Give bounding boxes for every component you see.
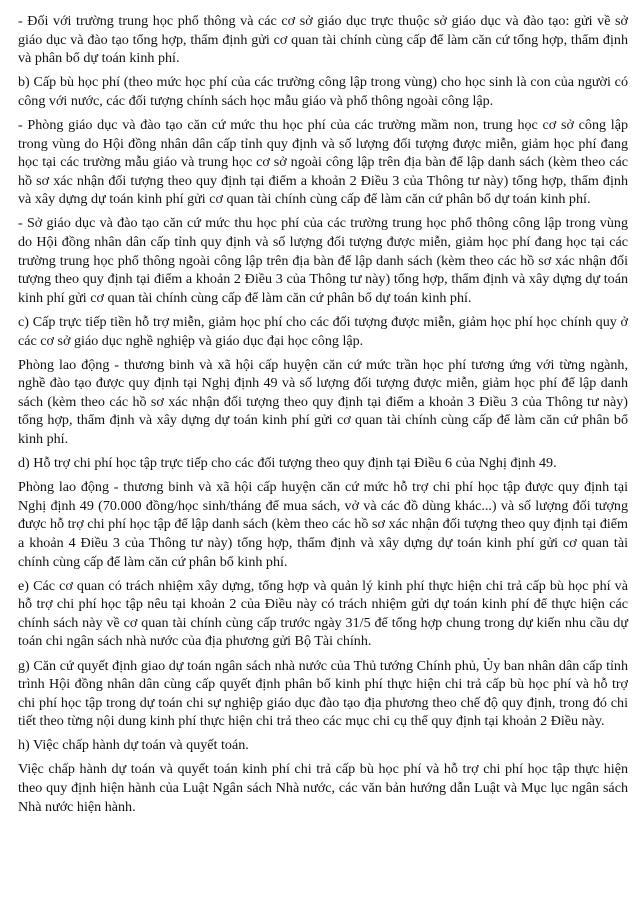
paragraph-9: e) Các cơ quan có trách nhiệm xây dựng, tổng hợp và quản lý kinh phí thực hiện chi trả cấp bù học phí và hỗ trợ chi phí học tập nêu tại khoản 2 của Điều này có trách nhiệm gửi dự toán kinh phí để thực hiện các chính sách này về cơ quan tài chính cùng cấp trước ngày 31/5 để tổng hợp chung trong dự kiến nhu cầu dự toán chi ngân sách nhà nước của địa phương gửi Bộ Tài chính. xyxy=(18,577,628,650)
paragraph-5: c) Cấp trực tiếp tiền hỗ trợ miễn, giảm học phí cho các đối tượng được miễn, giảm học phí học chính quy ở các cơ sở giáo dục nghề nghiệp và giáo dục đại học công lập. xyxy=(18,313,628,349)
paragraph-11: h) Việc chấp hành dự toán và quyết toán. xyxy=(18,737,249,754)
paragraph-10: g) Căn cứ quyết định giao dự toán ngân sách nhà nước của Thủ tướng Chính phủ, Ủy ban nhân dân cấp tỉnh trình Hội đồng nhân dân cùng cấp quyết định phân bổ kinh phí thực hiện chi trả cấp bù học phí và hỗ trợ chi phí học tập trong dự toán chi sự nghiệp giáo dục đào tạo địa phương theo chế độ quy định, trong đó chi tiết theo từng nội dung kinh phí thực hiện chi trả theo các mục chi cụ thể quy định tại khoản 2 Điều này. xyxy=(18,657,628,730)
paragraph-7: d) Hỗ trợ chi phí học tập trực tiếp cho các đối tượng theo quy định tại Điều 6 của Nghị định 49. xyxy=(18,455,557,472)
paragraph-2: b) Cấp bù học phí (theo mức học phí của các trường công lập trong vùng) cho học sinh là con của người có công với nước, các đối tượng chính sách học mẫu giáo và phổ thông ngoài công lập. xyxy=(18,74,628,109)
paragraph-8: Phòng lao động - thương binh và xã hội cấp huyện căn cứ mức hỗ trợ chi phí học tập được quy định tại Nghị định 49 (70.000 đồng/học sinh/tháng để mua sách, vở và các đồ dùng khác...) và số lượng đối tượng được hỗ trợ chi phí học tập để lập danh sách (kèm theo các hồ sơ xác nhận đối tượng theo quy định tại điểm a khoản 4 Điều 3 của Thông tư này) tổng hợp, thẩm định và xây dựng dự toán kinh phí gửi cơ quan tài chính cùng cấp để làm căn cứ phân bổ kinh phí. xyxy=(18,479,628,570)
paragraph-4: - Sở giáo dục và đào tạo căn cứ mức thu học phí của các trường trung học phổ thông công lập trong vùng do Hội đồng nhân dân cấp tỉnh quy định và số lượng đối tượng được miễn, giảm học phí đang học tại các trường trung học phổ thông ngoài công lập trên địa bàn để lập danh sách (kèm theo các hồ sơ xác nhận đối tượng theo quy định tại điểm a khoản 2 Điều 3 của Thông tư này) tổng hợp, thẩm định và xây dựng dự toán kinh phí gửi cơ quan tài chính cùng cấp để làm căn cứ phân bổ dự toán kinh phí. xyxy=(18,215,628,306)
paragraph-12: Việc chấp hành dự toán và quyết toán kinh phí chi trả cấp bù học phí và hỗ trợ chi phí học tập thực hiện theo quy định hiện hành của Luật Ngân sách Nhà nước, các văn bản hướng dẫn Luật và Mục lục ngân sách Nhà nước hiện hành. xyxy=(18,761,628,815)
paragraph-1: - Đối với trường trung học phổ thông và các cơ sở giáo dục trực thuộc sở giáo dục và đào tạo: gửi về sở giáo dục và đào tạo tổng hợp, thẩm định gửi cơ quan tài chính cùng cấp để làm căn cứ tổng hợp, thẩm định và phân bổ dự toán kinh phí. xyxy=(18,13,628,67)
paragraph-3: - Phòng giáo dục và đào tạo căn cứ mức thu học phí của các trường mầm non, trung học cơ sở công lập trong vùng do Hội đồng nhân dân cấp tỉnh quy định và số lượng đối tượng được miễn, giảm học phí đang học tại các trường mẫu giáo và trung học cơ sở ngoài công lập trên địa bàn để lập danh sách (kèm theo các hồ sơ xác nhận đối tượng theo quy định tại điểm a khoản 2 Điều 3 của Thông tư này) tổng hợp, thẩm định và xây dựng dự toán kinh phí gửi cơ quan tài chính cùng cấp để làm căn cứ phân bổ dự toán kinh phí. xyxy=(18,116,628,208)
paragraph-6: Phòng lao động - thương binh và xã hội cấp huyện căn cứ mức trần học phí tương ứng với từng ngành, nghề đào tạo được quy định tại Nghị định 49 và số lượng đối tượng được miễn, giảm học phí để lập danh sách (kèm theo các hồ sơ xác nhận đối tượng theo quy định tại điểm a khoản 3 Điều 3 của Thông tư này) tổng hợp, thẩm định và xây dựng dự toán kinh phí gửi cơ quan tài chính cùng cấp để làm căn cứ phân bổ kinh phí. xyxy=(18,356,628,447)
